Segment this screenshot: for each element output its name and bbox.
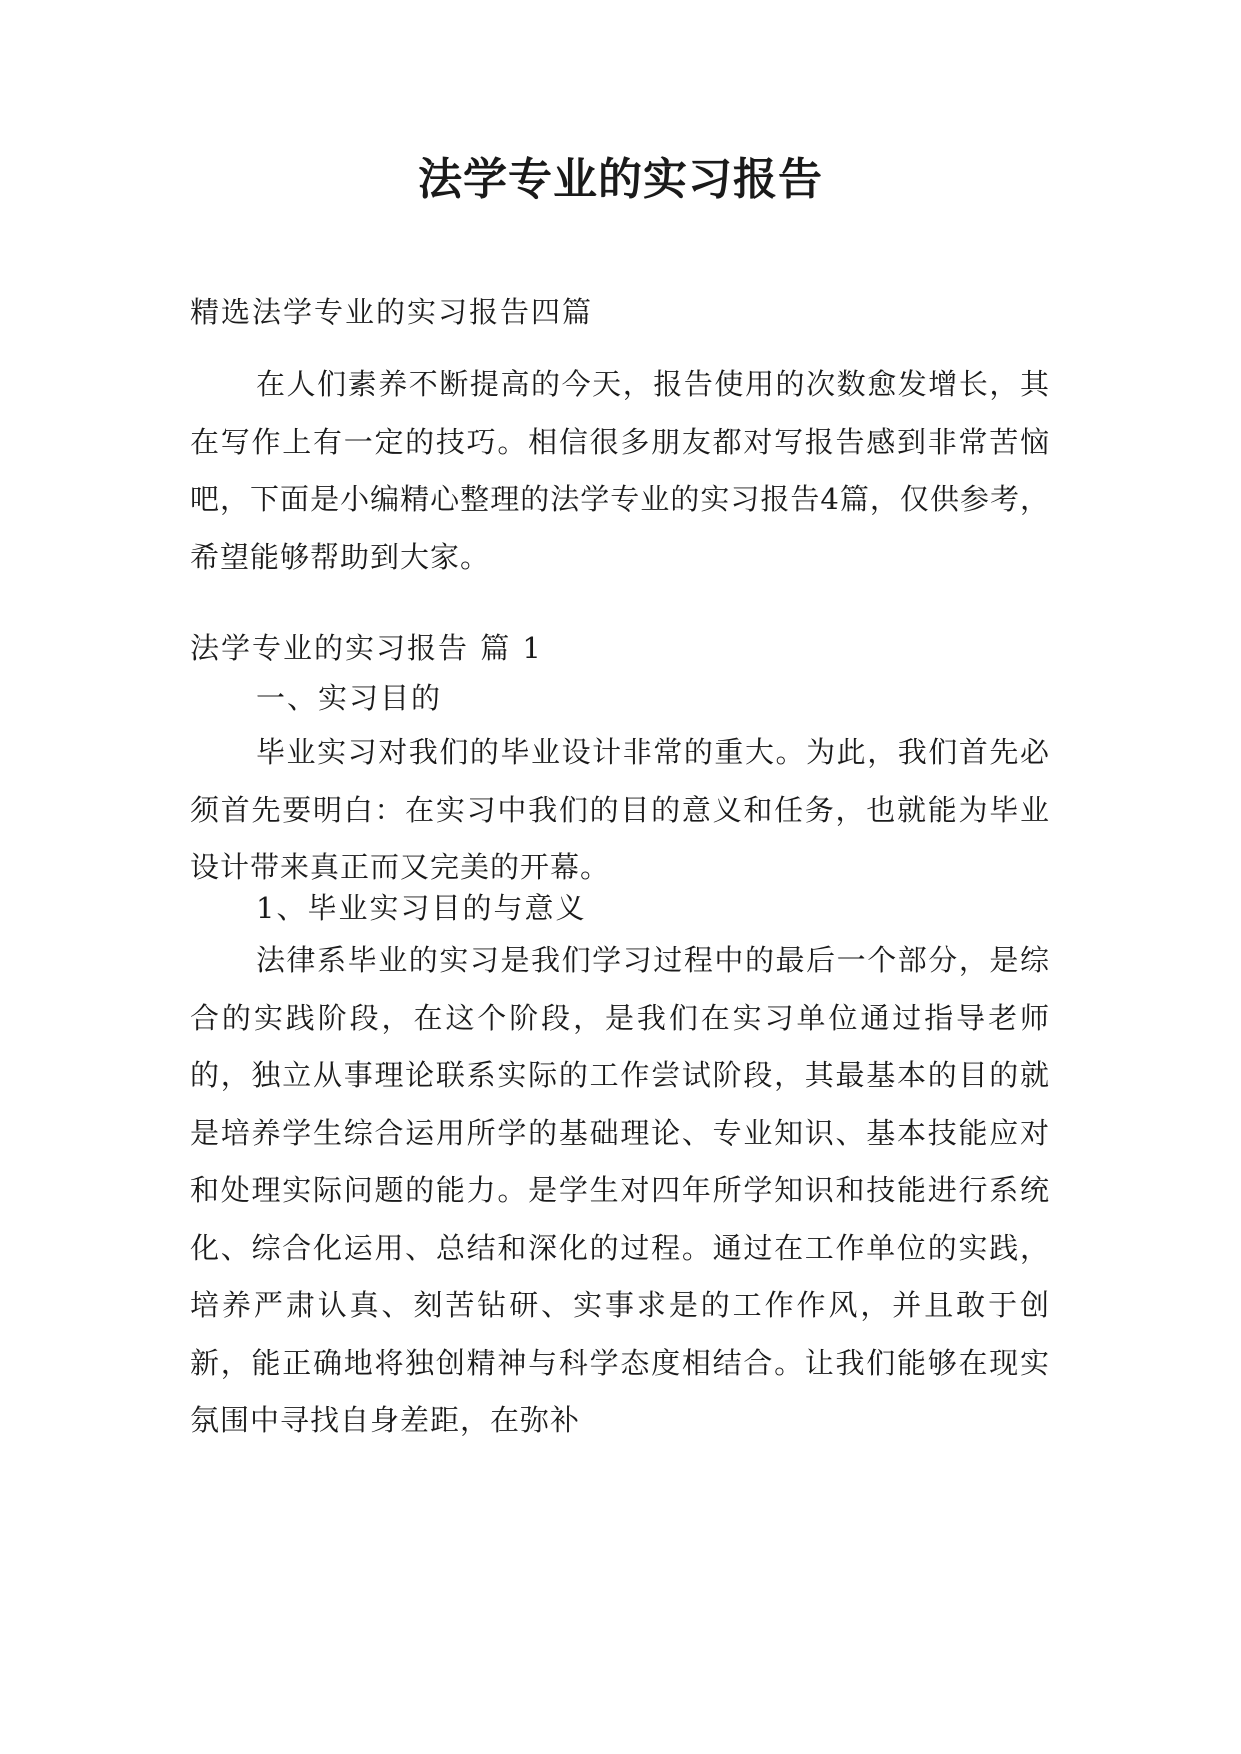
part-paragraph: 毕业实习对我们的毕业设计非常的重大。为此，我们首先必须首先要明白：在实习中我们的目的意义和任务，也就能为毕业设计带来真正而又完美的开幕。 (190, 735, 1050, 884)
section-heading: 法学专业的实习报告 篇 1 (190, 631, 543, 665)
intro-paragraph: 在人们素养不断提高的今天，报告使用的次数愈发增长，其在写作上有一定的技巧。相信很多朋友都对写报告感到非常苦恼吧，下面是小编精心整理的法学专业的实习报告4篇，仅供参考，希望能够帮助到大家。 (190, 367, 1050, 574)
sub-paragraph: 法律系毕业的实习是我们学习过程中的最后一个部分，是综合的实践阶段，在这个阶段，是我们在实习单位通过指导老师的，独立从事理论联系实际的工作尝试阶段，其最基本的目的就是培养学生综合运用所学的基础理论、专业知识、基本技能应对和处理实际问题的能力。是学生对四年所学知识和技能进行系统化、综合化运用、总结和深化的过程。通过在工作单位的实践，培养严肃认真、刻苦钻研、实事求是的工作作风，并且敢于创新，能正确地将独创精神与科学态度相结合。让我们能够在现实氛围中寻找自身差距，在弥补 (190, 943, 1050, 1437)
part-heading: 一、实习目的 (256, 681, 443, 715)
document-subtitle: 精选法学专业的实习报告四篇 (190, 295, 594, 329)
sub-heading: 1、毕业实习目的与意义 (256, 891, 587, 925)
document-title: 法学专业的实习报告 (418, 154, 823, 205)
